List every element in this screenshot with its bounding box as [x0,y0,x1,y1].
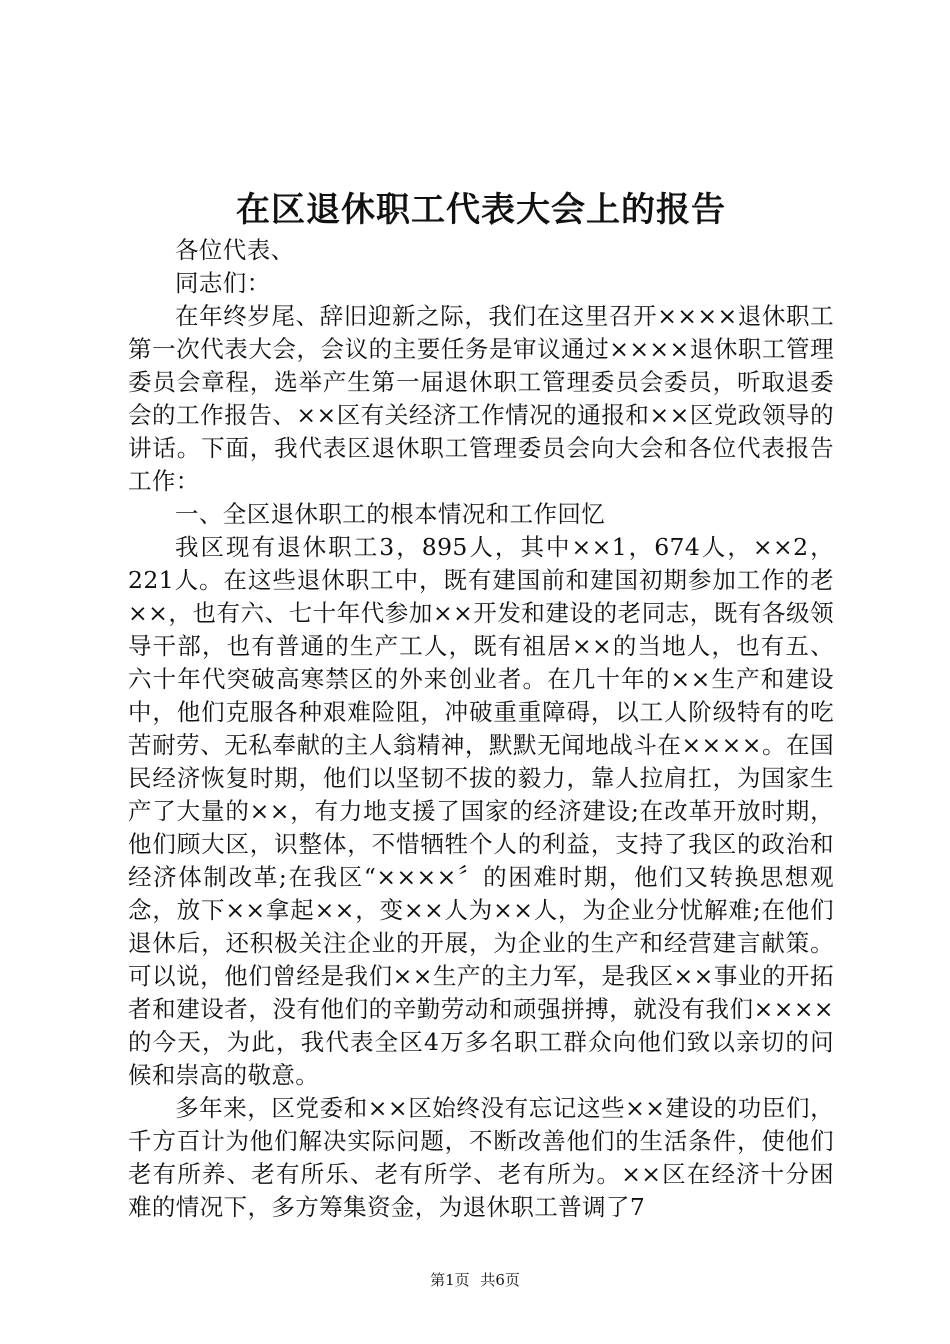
intro-paragraph: 在年终岁尾、辞旧迎新之际，我们在这里召开××××退休职工第一次代表大会，会议的主要任务是审议通过××××退休职工管理委员会章程，选举产生第一届退休职工管理委员会委员，听取退委会的工作报告、××区有关经济工作情况的通报和××区党政领导的讲话。下面，我代表区退休职工管理委员会向大会和各位代表报告工作： [128,302,834,495]
body-paragraph-1: 我区现有退休职工3，895人，其中××1，674人，××2，221人。在这些退休职工中，既有建国前和建国初期参加工作的老××，也有六、七十年代参加××开发和建设的老同志，既有各级领导干部，也有普通的生产工人，既有祖居××的当地人，也有五、六十年代突破高寒禁区的外来创业者。在几十年的××生产和建设中，他们克服各种艰难险阻，冲破重重障碍，以工人阶级特有的吃苦耐劳、无私奉献的主人翁精神，默默无闻地战斗在××××。在国民经济恢复时期，他们以坚韧不拔的毅力，靠人拉肩扛，为国家生产了大量的××，有力地支援了国家的经济建设;在改革开放时期，他们顾大区，识整体，不惜牺牲个人的利益，支持了我区的政治和经济体制改革;在我区“××××〞的困难时期，他们又转换思想观念，放下××拿起××，变××人为××人，为企业分忧解难;在他们退休后，还积极关注企业的开展，为企业的生产和经营建言献策。可以说，他们曾经是我们××生产的主力军，是我区××事业的开拓者和建设者，没有他们的辛勤劳动和顽强拼搏，就没有我们××××的今天，为此，我代表全区4万多名职工群众向他们致以亲切的问候和崇高的敬意。 [128,533,834,1089]
document-title: 在区退休职工代表大会上的报告 [236,190,726,230]
salutation-delegates: 各位代表、 [175,236,295,264]
document-page [128,186,834,1224]
page-number-total: 共6页 [480,1271,520,1289]
body-paragraph-2: 多年来，区党委和××区始终没有忘记这些××建设的功臣们，千方百计为他们解决实际问题，不断改善他们的生活条件，使他们老有所养、老有所乐、老有所学、老有所为。××区在经济十分困难的情况下，多方筹集资金，为退休职工普调了7 [128,1094,834,1221]
page-footer [0,1270,950,1290]
page-number-current: 第1页 [430,1271,470,1289]
section-heading: 一、全区退休职工的根本情况和工作回忆 [175,500,606,528]
salutation-comrades: 同志们： [175,269,271,297]
